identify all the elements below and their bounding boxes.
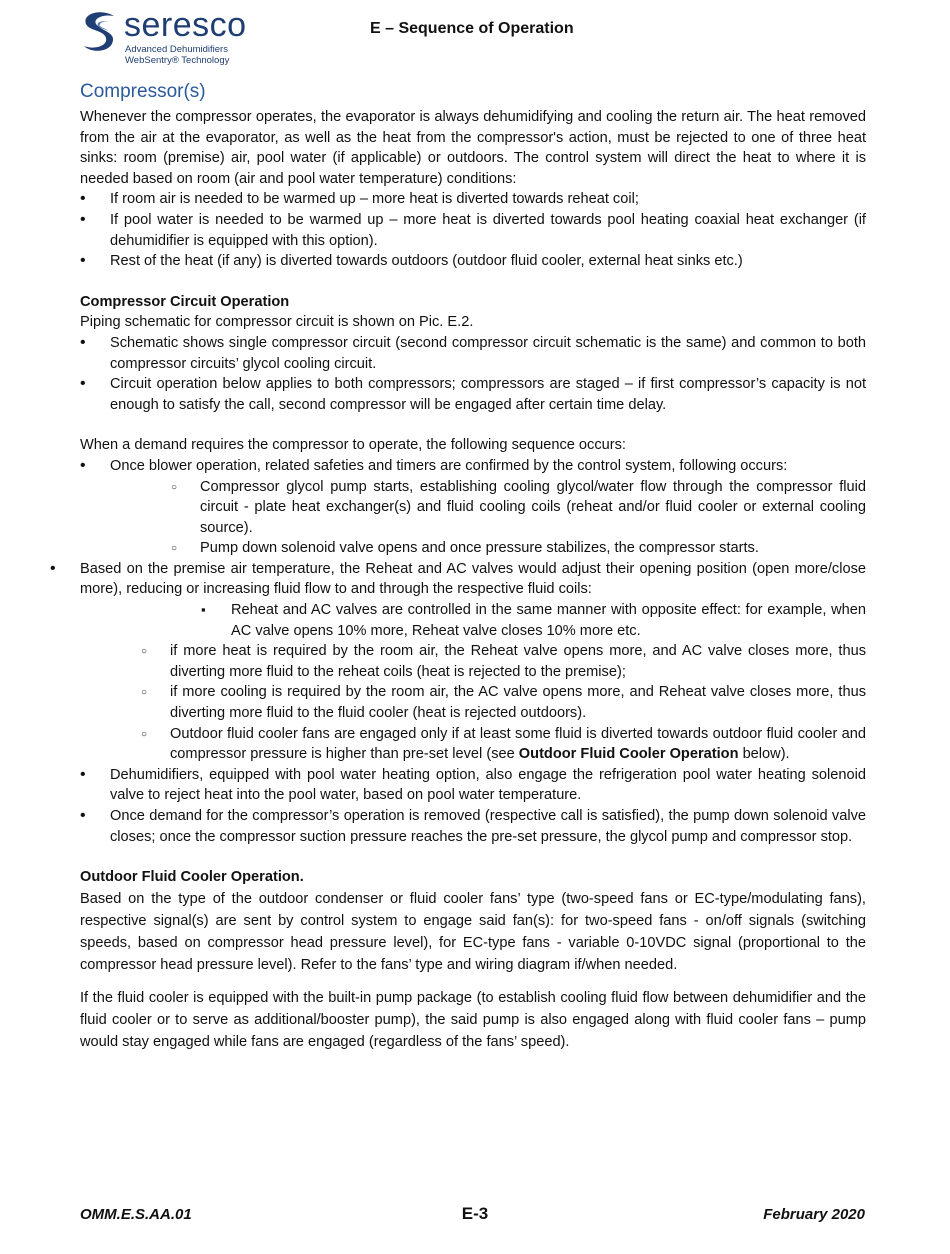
- sub-list-item: ○ Pump down solenoid valve opens and once pressure stabilizes, the compressor starts.: [110, 538, 866, 559]
- logo-tagline-secondary: WebSentry® Technology: [125, 55, 230, 66]
- list-item: • Schematic shows single compressor circuit (second compressor circuit schematic is the same) and common to both compressor circuits’ glycol cooling circuit.: [80, 333, 866, 374]
- logo-wordmark: seresco: [124, 6, 247, 44]
- section-title: Compressor(s): [80, 81, 206, 102]
- list-item: • Rest of the heat (if any) is diverted towards outdoors (outdoor fluid cooler, external heat sinks etc.): [80, 251, 866, 272]
- intro-paragraph: Whenever the compressor operates, the evaporator is always dehumidifying and cooling the return air. The heat removed from the air at the evaporator, as well as the heat from the compressor's action, must be rejected to one of three heat sinks: room (premise) air, pool water (if applicable) or outdoors. The control system will direct the heat to where it is needed based on room (air and pool water temperature) conditions:: [80, 109, 866, 187]
- sequence-intro: When a demand requires the compressor to operate, the following sequence occurs:: [80, 437, 626, 454]
- list-item: • If pool water is needed to be warmed up – more heat is diverted towards pool heating coaxial heat exchanger (if dehumidifier is equipped with this option).: [80, 210, 866, 251]
- sub-list-item: ○ Outdoor fluid cooler fans are engaged only if at least some fluid is diverted towards outdoor fluid cooler and compressor pressure is higher than pre-set level (see Outdoor Fluid Cooler Operation below).: [80, 724, 866, 765]
- document-body: [80, 80, 866, 1053]
- list-item: • Circuit operation below applies to both compressors; compressors are staged – if first compressor’s capacity is not enough to satisfy the call, second compressor will be engaged after certain time delay.: [80, 374, 866, 415]
- circuit-intro: Piping schematic for compressor circuit is shown on Pic. E.2.: [80, 314, 474, 331]
- footer-date: February 2020: [763, 1206, 865, 1223]
- cross-reference: Outdoor Fluid Cooler Operation: [518, 746, 739, 763]
- swoosh-logo-icon: [80, 10, 120, 56]
- sub-list-item: ○ if more heat is required by the room air, the Reheat valve opens more, and AC valve closes more, thus diverting more fluid to the reheat coils (heat is rejected to the premise);: [80, 641, 866, 682]
- cooler-paragraph: Based on the type of the outdoor condenser or fluid cooler fans’ type (two-speed fans or EC-type/modulating fans), respective signal(s) are sent by control system to engage said fan(s): for two-speed fans - on/off signals (switching speeds, based on compressor head pressure level), for EC-type fans - variable 0-10VDC signal (proportional to the compressor head pressure level). Refer to the fans’ type and wiring diagram if/when needed.: [80, 890, 866, 973]
- sub-list-item: ○ Compressor glycol pump starts, establishing cooling glycol/water flow through the compressor fluid circuit - plate heat exchanger(s) and fluid cooling coils (reheat and/or fluid cooler or external cooling source).: [110, 477, 866, 539]
- circuit-list: [80, 333, 866, 415]
- page-header-title: E – Sequence of Operation: [370, 20, 574, 37]
- circuit-heading: Compressor Circuit Operation: [80, 293, 290, 310]
- sequence-list-continued: [80, 765, 866, 847]
- list-item: • If room air is needed to be warmed up – more heat is diverted towards reheat coil;: [80, 189, 866, 210]
- sub-list-item: ○ if more cooling is required by the room air, the AC valve opens more, and Reheat valve closes more, thus diverting more fluid to the fluid cooler (heat is rejected outdoors).: [80, 682, 866, 723]
- logo-tagline: Advanced Dehumidifiers: [125, 44, 228, 55]
- heat-sink-list: [80, 189, 866, 271]
- footer-doc-code: OMM.E.S.AA.01: [80, 1206, 192, 1223]
- sequence-list: [80, 456, 866, 600]
- square-list: [80, 600, 866, 641]
- seresco-logo: [80, 8, 250, 70]
- valve-sub-list: [80, 641, 866, 765]
- sub-list: [110, 477, 866, 559]
- footer-page-number: E-3: [461, 1204, 489, 1223]
- list-item: • Dehumidifiers, equipped with pool water heating option, also engage the refrigeration pool water heating solenoid valve to reject heat into the pool water, based on pool water temperature.: [80, 765, 866, 806]
- cooler-heading: Outdoor Fluid Cooler Operation.: [80, 869, 304, 886]
- list-item: • Once blower operation, related safeties and timers are confirmed by the control system, following occurs: ○ Compressor glycol pump starts, establishing cooling glycol/water flow through the compressor fluid circuit - plate heat exchanger(s) and fluid cooling coils (reheat and/or fluid cooler or external cooling source). ○ Pump down solenoid valve opens and once pressure stabilizes, the compressor starts.: [80, 456, 866, 559]
- cooler-paragraph-2: If the fluid cooler is equipped with the built-in pump package (to establish cooling fluid flow between dehumidifier and the fluid cooler or to serve as additional/booster pump), the said pump is also engaged along with fluid cooler fans – pump would stay engaged while fans are engaged (regardless of the fans’ speed).: [80, 989, 866, 1050]
- list-item: • Once demand for the compressor’s operation is removed (respective call is satisfied), the pump down solenoid valve closes; once the compressor suction pressure reaches the pre-set pressure, the glycol pump and compressor stop.: [80, 806, 866, 847]
- list-item: • Based on the premise air temperature, the Reheat and AC valves would adjust their opening position (open more/close more), reducing or increasing fluid flow to and through the respective fluid coils:: [50, 559, 866, 600]
- square-list-item: ▪ Reheat and AC valves are controlled in the same manner with opposite effect: for example, when AC valve opens 10% more, Reheat valve closes 10% more etc.: [80, 600, 866, 641]
